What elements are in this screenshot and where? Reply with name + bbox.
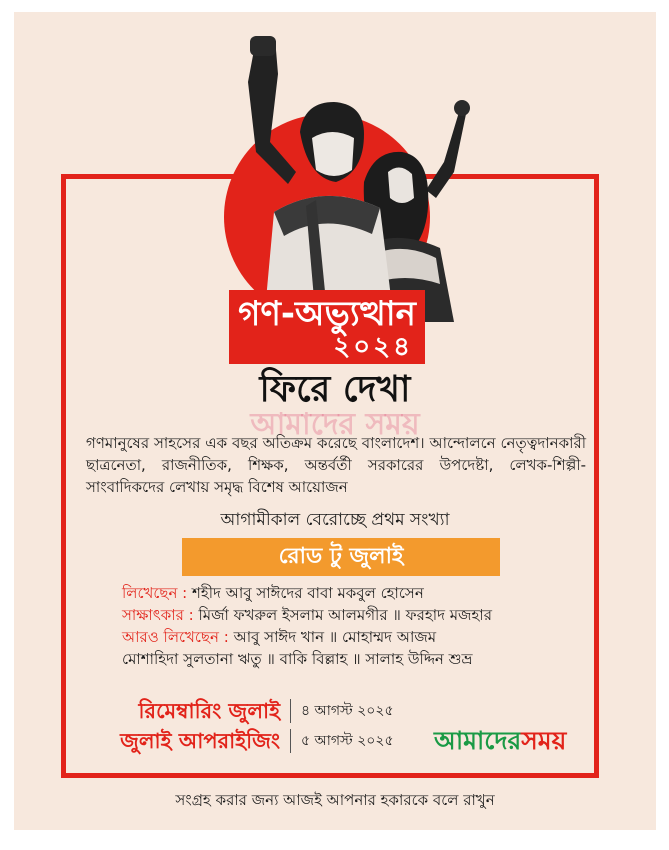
divider: [290, 729, 291, 753]
watermark-logo: আমাদের সময়: [250, 407, 420, 442]
page-top-edge: [0, 0, 669, 10]
release-schedule: [90, 696, 420, 756]
announcement: আগামীকাল বেরোচ্ছে প্রথম সংখ্যা: [220, 510, 450, 530]
release-date: ৫ আগস্ট ২০২৫: [301, 733, 394, 749]
release-title: রিমেম্বারিং জুলাই: [138, 699, 280, 723]
title-main: গণ-অভ্যুত্থান: [238, 294, 416, 334]
credit-names: শহীদ আবু সাঈদের বাবা মকবুল হোসেন: [192, 584, 424, 602]
release-row: [90, 696, 420, 726]
advertisement: [14, 12, 656, 830]
credit-names: মির্জা ফখরুল ইসলাম আলমগীর ॥ ফরহাদ মজহার: [198, 606, 492, 624]
release-date: ৪ আগস্ট ২০২৫: [301, 703, 394, 719]
credit-names: আবু সাঈদ খান ॥ মোহাম্মদ আজম: [233, 628, 437, 646]
release-row: [90, 726, 420, 756]
brand-logo-part-1: আমাদের: [434, 726, 522, 755]
credit-line: [122, 626, 592, 648]
credit-line: [122, 604, 592, 626]
title-box: [229, 290, 425, 364]
credit-names: মোশাহিদা সুলতানা ঋতু ॥ বাকি বিল্লাহ ॥ সালাহ উদ্দিন শুভ্র: [122, 650, 473, 668]
credit-label: আরও লিখেছেন :: [122, 628, 234, 646]
description: গণমানুষের সাহসের এক বছর অতিক্রম করেছে বাংলাদেশ। আন্দোলনে নেতৃত্বদানকারী ছাত্রনেতা, রাজনীতিক, শিক্ষক, অন্তর্বর্তী সরকারের উপদেষ্টা, লেখক-শিল্পী-সাংবাদিকদের লেখায় সমৃদ্ধ বিশেষ আয়োজন: [86, 434, 586, 496]
road-to-july-banner: রোড টু জুলাই: [182, 538, 500, 576]
protesters-illustration: [204, 22, 484, 322]
credit-label: সাক্ষাৎকার :: [122, 606, 199, 624]
credit-line: [122, 582, 592, 604]
subtitle: ফিরে দেখা: [259, 369, 411, 410]
credit-label: লিখেছেন :: [122, 584, 193, 602]
divider: [290, 699, 291, 723]
title-year: ২০২৪: [333, 332, 413, 362]
brand-logo-part-2: সময়: [521, 726, 567, 755]
release-title: জুলাই আপরাইজিং: [120, 729, 280, 753]
footer-note: সংগ্রহ করার জন্য আজই আপনার হকারকে বলে রাখুন: [175, 791, 495, 809]
brand-logo: [434, 724, 566, 758]
credit-line: [122, 648, 592, 670]
credits-block: [122, 582, 592, 670]
